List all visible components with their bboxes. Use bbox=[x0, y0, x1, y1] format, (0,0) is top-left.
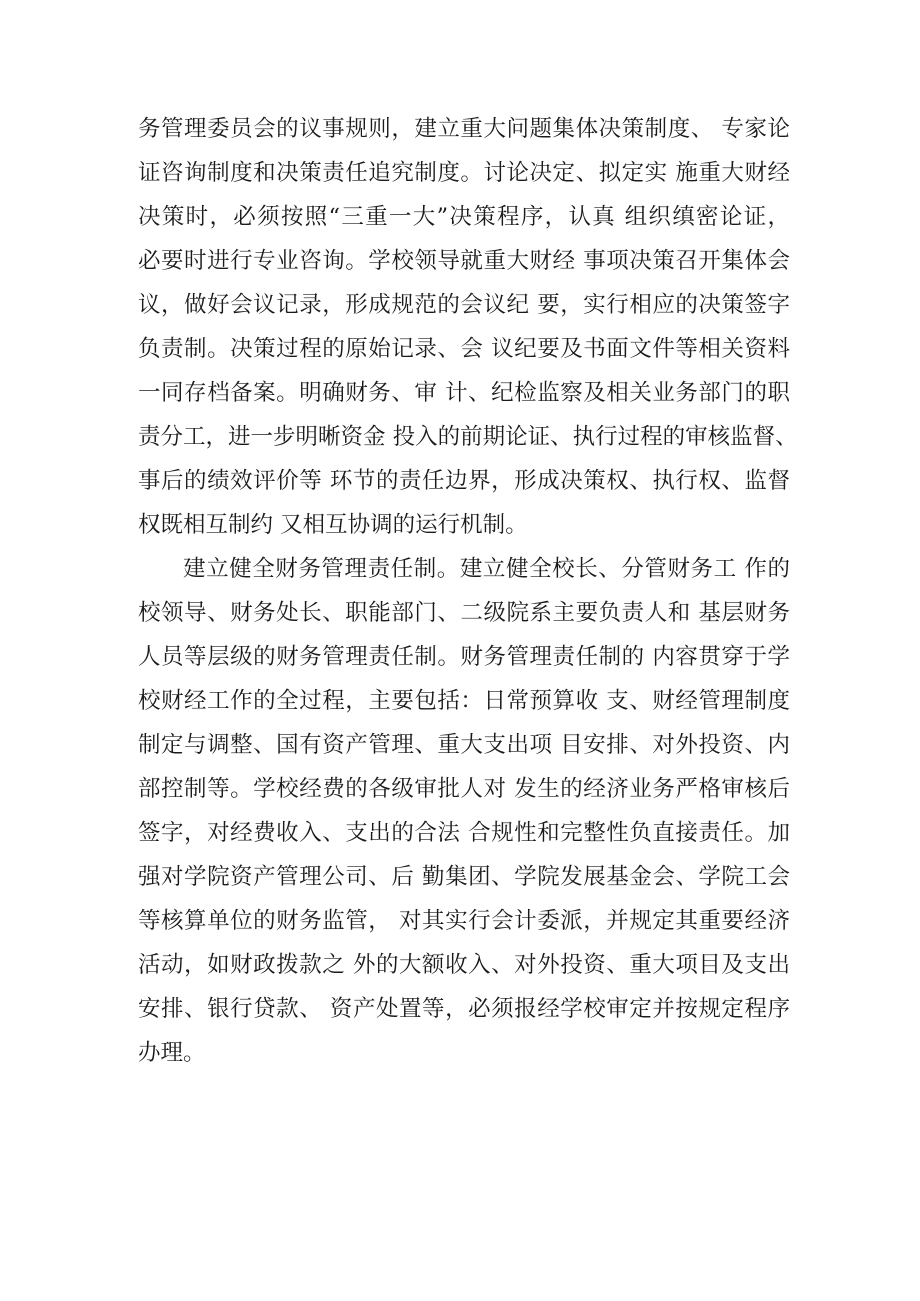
paragraph-line: 安排、银行贷款、 资产处置等，必须报经学校审定并按规定程序 bbox=[138, 996, 790, 1022]
paragraph-line: 务管理委员会的议事规则，建立重大问题集体决策制度、 专家论 bbox=[138, 116, 790, 142]
paragraph-line: 校财经工作的全过程，主要包括：日常预算收 支、财经管理制度 bbox=[138, 688, 790, 714]
paragraph-line: 强对学院资产管理公司、后 勤集团、学院发展基金会、学院工会 bbox=[138, 864, 790, 890]
paragraph-line: 部控制等。学校经费的各级审批人对 发生的经济业务严格审核后 bbox=[138, 776, 790, 802]
paragraph-line: 事后的绩效评价等 环节的责任边界，形成决策权、执行权、监督 bbox=[138, 468, 790, 494]
paragraph-line: 权既相互制约 又相互协调的运行机制。 bbox=[138, 512, 528, 538]
paragraph-line: 决策时，必须按照“三重一大”决策程序，认真 组织缜密论证， bbox=[138, 204, 790, 230]
paragraph-line: 等核算单位的财务监管， 对其实行会计委派，并规定其重要经济 bbox=[138, 908, 790, 934]
paragraph-line: 必要时进行专业咨询。学校领导就重大财经 事项决策召开集体会 bbox=[138, 248, 790, 274]
paragraph-line: 议，做好会议记录，形成规范的会议纪 要，实行相应的决策签字 bbox=[138, 292, 790, 318]
paragraph-line: 制定与调整、国有资产管理、重大支出项 目安排、对外投资、内 bbox=[138, 732, 790, 758]
paragraph-line: 签字，对经费收入、支出的合法 合规性和完整性负直接责任。加 bbox=[138, 820, 790, 846]
paragraph-line: 办理。 bbox=[138, 1040, 206, 1066]
paragraph-line: 负责制。决策过程的原始记录、会 议纪要及书面文件等相关资料 bbox=[138, 336, 790, 362]
paragraph-line: 人员等层级的财务管理责任制。财务管理责任制的 内容贯穿于学 bbox=[138, 644, 790, 670]
paragraph-line: 责分工，进一步明晰资金 投入的前期论证、执行过程的审核监督、 bbox=[138, 424, 798, 450]
paragraph-line: 证咨询制度和决策责任追究制度。讨论决定、拟定实 施重大财经 bbox=[138, 160, 790, 186]
paragraph-line: 校领导、财务处长、职能部门、二级院系主要负责人和 基层财务 bbox=[138, 600, 790, 626]
paragraph-line: 活动，如财政拨款之 外的大额收入、对外投资、重大项目及支出 bbox=[138, 952, 790, 978]
paragraph-line: 一同存档备案。明确财务、审 计、纪检监察及相关业务部门的职 bbox=[138, 380, 790, 406]
paragraph-line: 建立健全财务管理责任制。建立健全校长、分管财务工 作的 bbox=[183, 556, 790, 582]
